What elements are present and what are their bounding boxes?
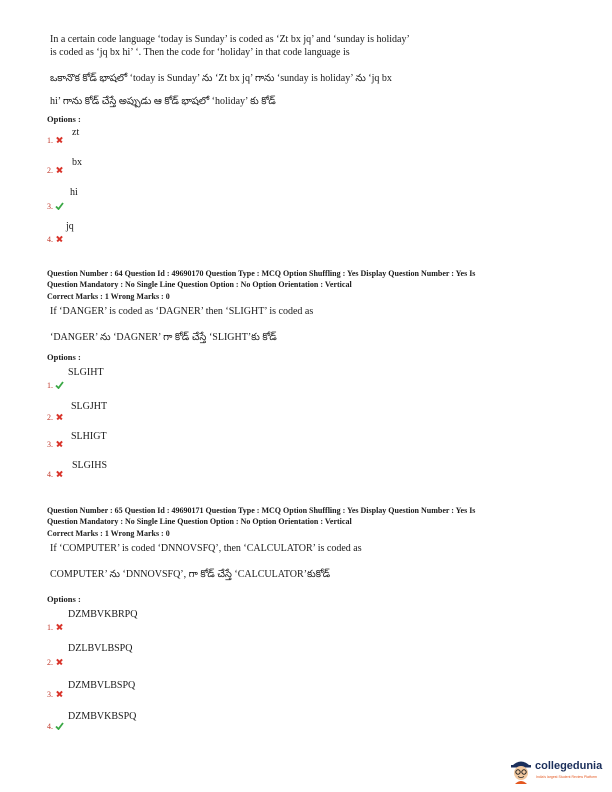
q64-option-4[interactable] — [47, 464, 63, 482]
q64-option-4-text: SLGIHS — [72, 460, 108, 471]
q64-telugu-text: ‘DANGER’ ను ‘DAGNER’ గా కోడ్ చేస్తే ‘SLIGHT’కు కోడ్ — [50, 332, 277, 343]
q65-option-4-text: DZMBVKBSPQ — [68, 711, 137, 722]
q65-question-text: If ‘COMPUTER’ is coded ‘DNNOVSFQ’, then ‘CALCULATOR’ is coded as — [50, 543, 362, 554]
cross-icon — [56, 166, 63, 173]
q63-option-2-text: bx — [72, 157, 82, 168]
q65-option-2-text: DZLBVLBSPQ — [68, 643, 133, 654]
option-number: 1. — [47, 381, 53, 390]
q64-option-2[interactable] — [47, 407, 63, 425]
brand-tagline: India's largest Student Review Platform — [536, 775, 597, 779]
q64-options-label: Options : — [47, 352, 81, 362]
q63-options-label: Options : — [47, 114, 81, 124]
q65-option-3-text: DZMBVLBSPQ — [68, 680, 136, 691]
mascot-icon — [508, 757, 534, 785]
cross-icon — [56, 440, 63, 447]
q65-options-label: Options : — [47, 594, 81, 604]
q64-option-3[interactable] — [47, 434, 63, 452]
q65-marks: Correct Marks : 1 Wrong Marks : 0 — [47, 529, 170, 538]
q65-option-3[interactable] — [47, 684, 63, 702]
cross-icon — [56, 413, 63, 420]
q64-option-3-text: SLHIGT — [71, 431, 107, 442]
option-number: 1. — [47, 136, 53, 145]
q65-option-1-text: DZMBVKBRPQ — [68, 609, 138, 620]
option-number: 4. — [47, 235, 53, 244]
q63-text-line2: is coded as ‘jq bx hi’ ‘. Then the code for ‘holiday’ in that code language is — [50, 47, 350, 58]
q63-option-4[interactable] — [47, 229, 63, 247]
q65-option-1[interactable] — [47, 617, 63, 635]
q64-option-1-text: SLGIHT — [68, 367, 104, 378]
option-number: 4. — [47, 470, 53, 479]
q63-option-3-text: hi — [70, 187, 78, 198]
q64-marks: Correct Marks : 1 Wrong Marks : 0 — [47, 292, 170, 301]
q64-meta-line2: Question Mandatory : No Single Line Question Option : No Option Orientation : Vertical — [47, 280, 352, 289]
q65-option-4[interactable] — [47, 716, 64, 734]
option-number: 2. — [47, 658, 53, 667]
q63-option-1[interactable] — [47, 130, 63, 148]
q65-meta-line2: Question Mandatory : No Single Line Question Option : No Option Orientation : Vertical — [47, 517, 352, 526]
option-number: 2. — [47, 413, 53, 422]
cross-icon — [56, 136, 63, 143]
option-number: 4. — [47, 722, 53, 731]
q64-option-2-text: SLGJHT — [71, 401, 108, 412]
option-number: 1. — [47, 623, 53, 632]
checkmark-icon — [55, 722, 64, 730]
q63-option-4-text: jq — [66, 221, 74, 232]
option-number: 3. — [47, 440, 53, 449]
cross-icon — [56, 470, 63, 477]
q65-option-2[interactable] — [47, 652, 63, 670]
cross-icon — [56, 623, 63, 630]
q65-telugu-text: COMPUTER’ ను ‘DNNOVSFQ’, గా కోడ్ చేస్తే ‘CALCULATOR’కుకోడ్ — [50, 569, 331, 580]
option-number: 2. — [47, 166, 53, 175]
cross-icon — [56, 235, 63, 242]
checkmark-icon — [55, 381, 64, 389]
q63-option-2[interactable] — [47, 160, 63, 178]
q64-meta-line1: Question Number : 64 Question Id : 49690170 Question Type : MCQ Option Shuffling : Yes Display Question Number : Yes Is — [47, 269, 476, 278]
q65-meta-line1: Question Number : 65 Question Id : 49690171 Question Type : MCQ Option Shuffling : Yes Display Question Number : Yes Is — [47, 506, 476, 515]
q64-option-1[interactable] — [47, 375, 64, 393]
checkmark-icon — [55, 202, 64, 210]
q63-option-1-text: zt — [72, 127, 80, 138]
option-number: 3. — [47, 690, 53, 699]
cross-icon — [56, 690, 63, 697]
q63-text-line1: In a certain code language ‘today is Sunday’ is coded as ‘Zt bx jq’ and ‘sunday is holiday’ — [50, 34, 410, 45]
q63-telugu-line2: hi’ గాను కోడ్ చేస్తే అప్పుడు ఆ కోడ్ భాషలో ‘holiday’ కు కోడ్ — [50, 96, 276, 107]
cross-icon — [56, 658, 63, 665]
q63-option-3[interactable] — [47, 196, 64, 214]
option-number: 3. — [47, 202, 53, 211]
q63-telugu-line1: ఒకానొక కోడ్ భాషలో ‘today is Sunday’ ను ‘Zt bx jq’ గాను ‘sunday is holiday’ ను ‘jq bx — [50, 73, 392, 84]
brand-name: collegedunia — [535, 760, 603, 772]
q64-question-text: If ‘DANGER’ is coded as ‘DAGNER’ then ‘SLIGHT’ is coded as — [50, 306, 314, 317]
